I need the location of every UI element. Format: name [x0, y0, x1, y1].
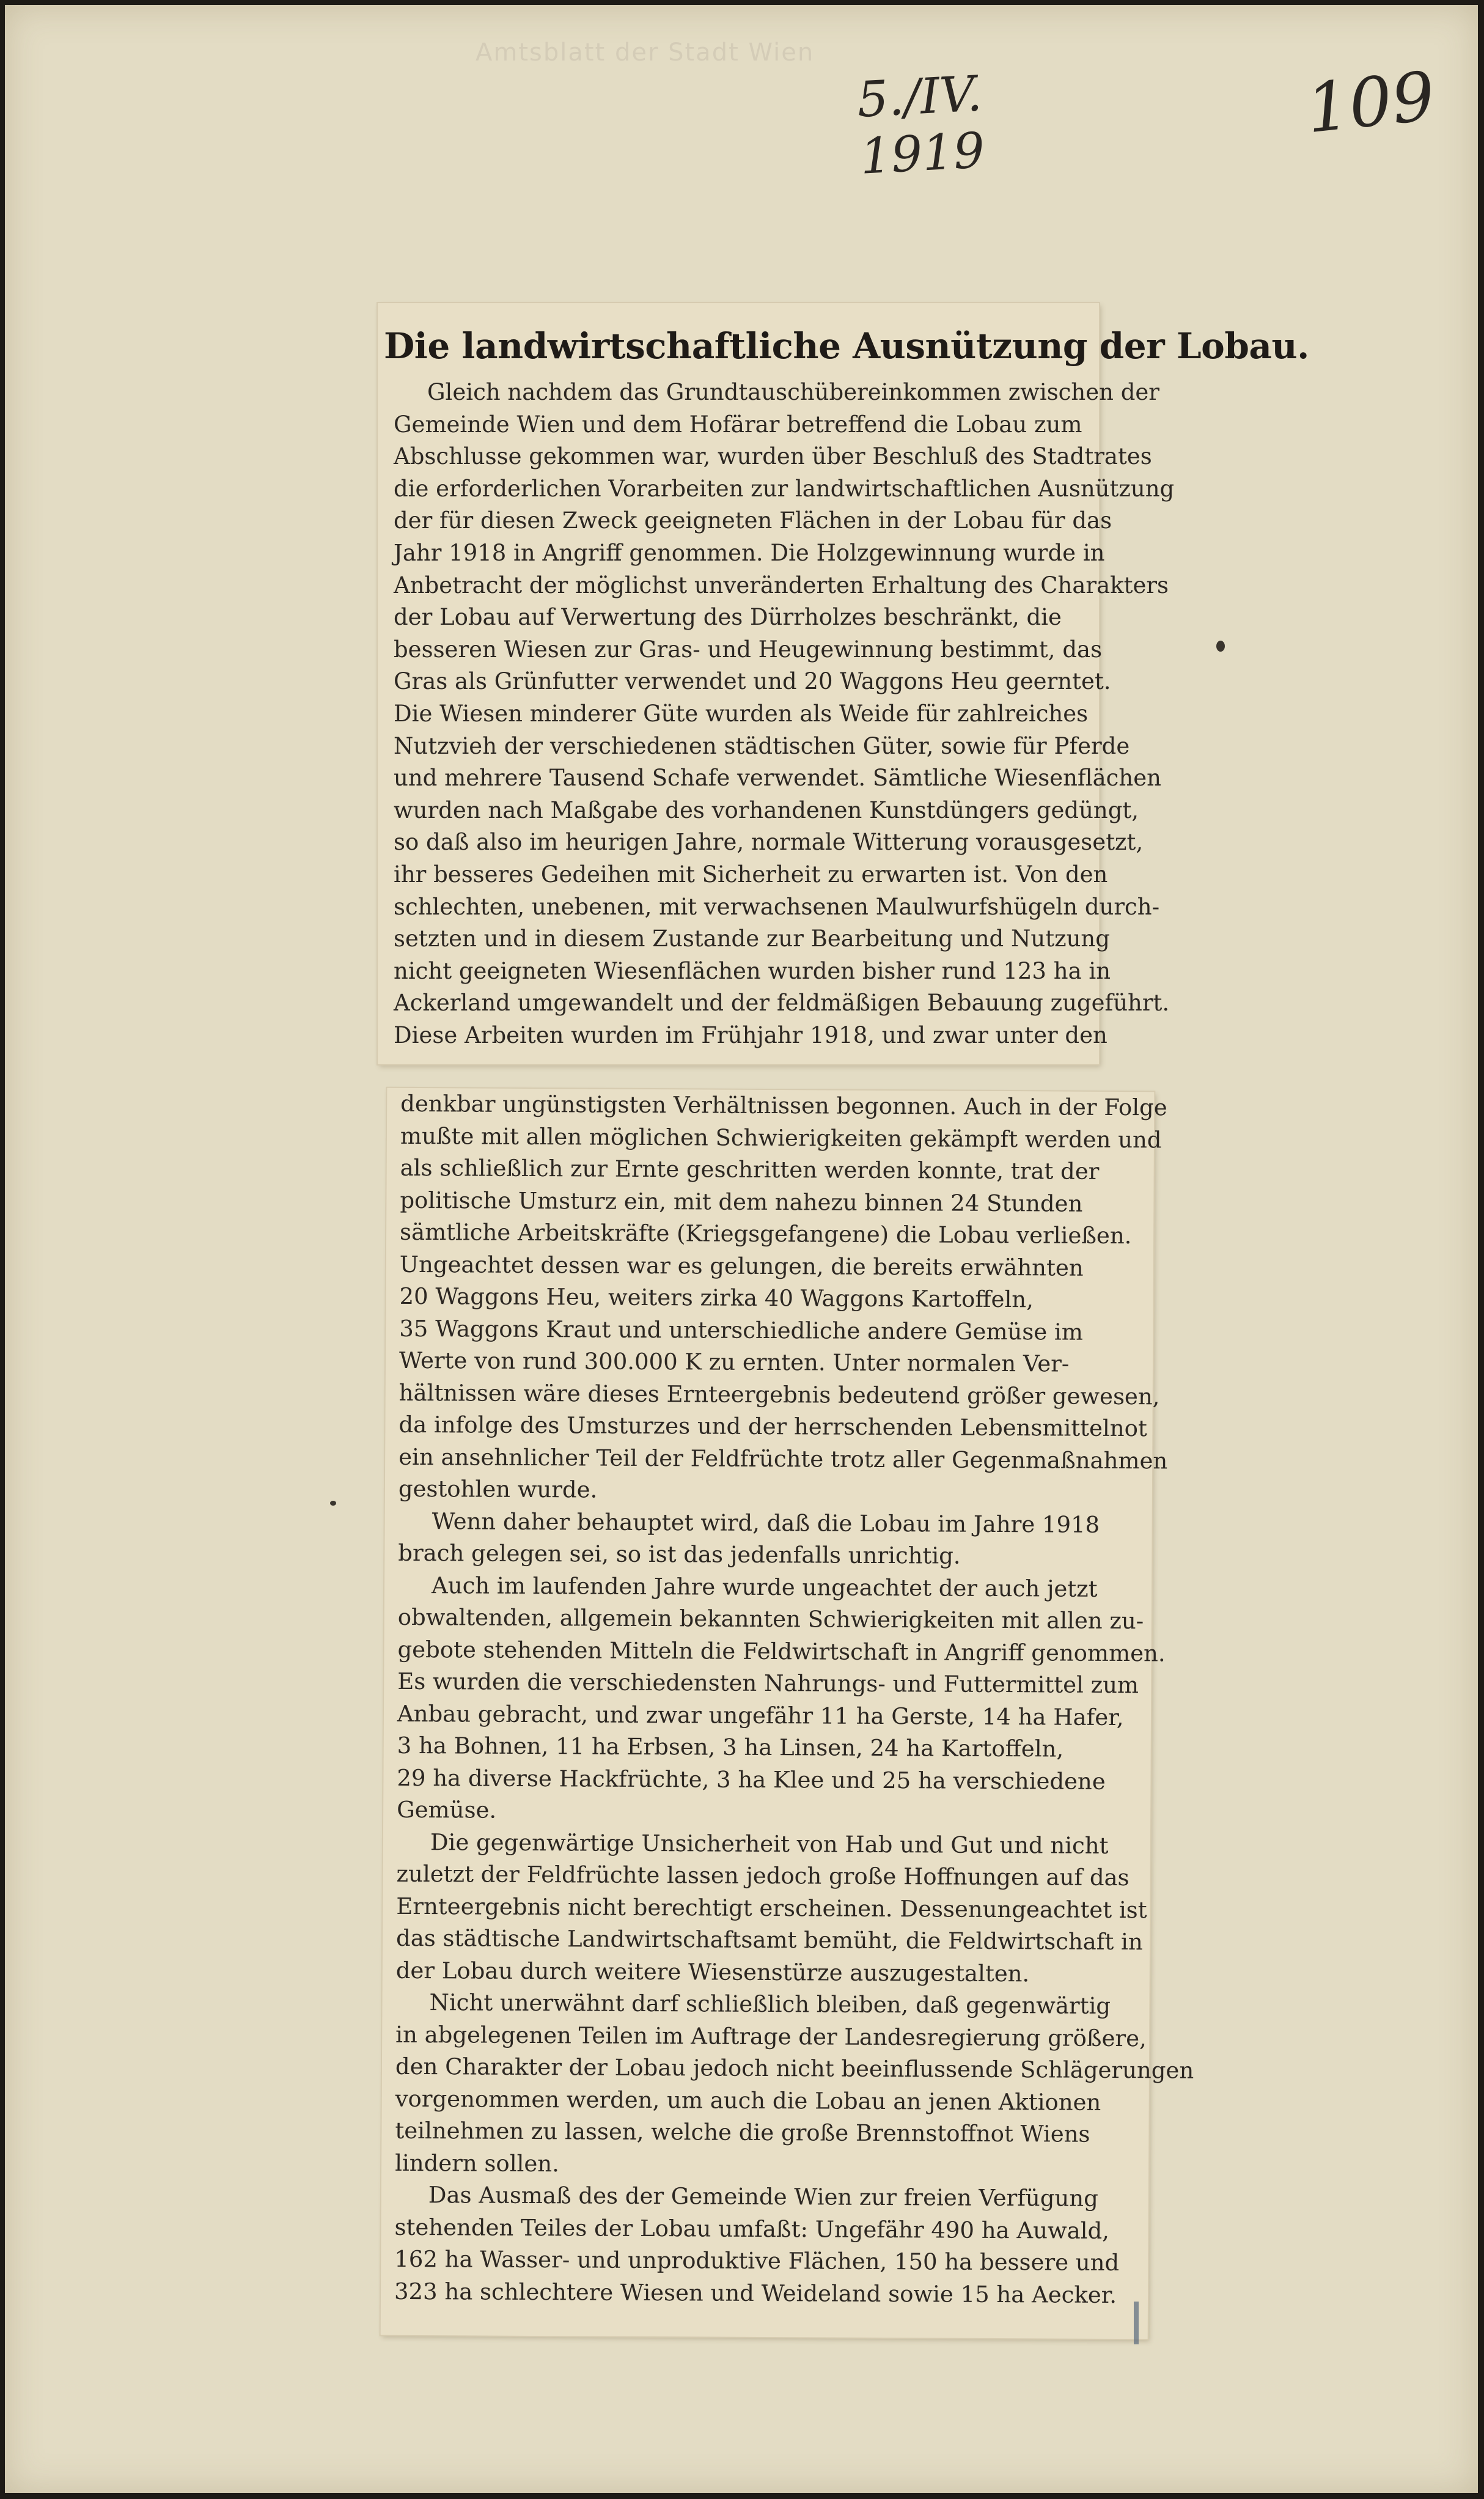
article-line: Anbetracht der möglichst unveränderten Erhaltung des Charakters [394, 572, 1169, 598]
article-line: Diese Arbeiten wurden im Frühjahr 1918, und zwar unter den [394, 1021, 1107, 1048]
article-line: teilnehmen zu lassen, welche die große Brennstoffnot Wiens [395, 2117, 1090, 2148]
article-line: Ackerland umgewandelt und der feldmäßigen Bebauung zugeführt. [394, 990, 1170, 1017]
article-line: Nicht unerwähnt darf schließlich bleiben, daß gegenwärtig [429, 1989, 1111, 2019]
newspaper-clipping-2 [381, 1088, 1194, 2339]
article-line: in abgelegenen Teilen im Auftrage der Landesregierung größere, [395, 2021, 1147, 2052]
article-line: ihr besseres Gedeihen mit Sicherheit zu erwarten ist. Von den [394, 861, 1108, 888]
article-line: so daß also im heurigen Jahre, normale Witterung vorausgesetzt, [394, 829, 1144, 856]
article-line: 29 ha diverse Hackfrüchte, 3 ha Klee und 25 ha verschiedene [397, 1764, 1106, 1795]
article-line: Gleich nachdem das Grundtauschübereinkommen zwischen der [427, 379, 1159, 405]
article-line: Ungeachtet dessen war es gelungen, die bereits erwähnten [399, 1251, 1084, 1281]
handwritten-page-number: 109 [1302, 56, 1439, 149]
article-line: brach gelegen sei, so ist das jedenfalls unrichtig. [398, 1539, 961, 1569]
article-line: Die gegenwärtige Unsicherheit von Hab und Gut und nicht [430, 1828, 1109, 1859]
article-line: den Charakter der Lobau jedoch nicht beeinflussende Schlägerungen [395, 2053, 1194, 2084]
article-line: 323 ha schlechtere Wiesen und Weideland sowie 15 ha Aecker. [394, 2278, 1117, 2308]
article-line: der für diesen Zweck geeigneten Flächen in der Lobau für das [394, 507, 1112, 534]
article-line: Das Ausmaß des der Gemeinde Wien zur freien Verfügung [428, 2182, 1098, 2212]
article-line: gestohlen wurde. [398, 1475, 598, 1503]
handwritten-date: 5./IV. 1919 [856, 65, 986, 185]
article-line: Die Wiesen minderer Güte wurden als Weide für zahlreiches [394, 700, 1089, 727]
article-line: schlechten, unebenen, mit verwachsenen Maulwurfshügeln durch- [394, 893, 1160, 920]
article-line: denkbar ungünstigsten Verhältnissen begonnen. Auch in der Folge [400, 1090, 1167, 1121]
article-line: 35 Waggons Kraut und unterschiedliche andere Gemüse im [399, 1315, 1083, 1345]
article-line: Auch im laufenden Jahre wurde ungeachtet der auch jetzt [431, 1572, 1098, 1602]
article-line: lindern sollen. [395, 2149, 560, 2177]
article-body-part2 [394, 1088, 1194, 2311]
article-line: sämtliche Arbeitskräfte (Kriegsgefangene) die Lobau verließen. [400, 1218, 1132, 1250]
article-line: setzten und in diesem Zustande zur Bearbeitung und Nutzung [394, 926, 1110, 952]
article-line: ein ansehnlicher Teil der Feldfrüchte trotz aller Gegenmaßnahmen [399, 1443, 1168, 1474]
article-line: der Lobau durch weitere Wiesenstürze auszugestalten. [395, 1957, 1030, 1987]
article-line: 3 ha Bohnen, 11 ha Erbsen, 3 ha Linsen, 24 ha Kartoffeln, [397, 1732, 1064, 1762]
article-line: nicht geeigneten Wiesenflächen wurden bisher rund 123 ha in [394, 957, 1111, 984]
article-line: besseren Wiesen zur Gras- und Heugewinnung bestimmt, das [394, 636, 1103, 663]
article-line: da infolge des Umsturzes und der herrschenden Lebensmittelnot [399, 1411, 1147, 1442]
article-line: Nutzvieh der verschiedenen städtischen Güter, sowie für Pferde [394, 732, 1130, 759]
article-line: obwaltenden, allgemein bekannten Schwierigkeiten mit allen zu- [397, 1603, 1144, 1635]
article-line: als schließlich zur Ernte geschritten werden konnte, trat der [400, 1154, 1100, 1185]
article-line: und mehrere Tausend Schafe verwendet. Sämtliche Wiesenflächen [394, 765, 1161, 792]
article-line: stehenden Teiles der Lobau umfaßt: Ungefähr 490 ha Auwald, [394, 2214, 1110, 2244]
article-line: Jahr 1918 in Angriff genommen. Die Holzgewinnung wurde in [394, 539, 1105, 566]
article-line: das städtische Landwirtschaftsamt bemüht, die Feldwirtschaft in [395, 1924, 1143, 1956]
article-line: Ernteergebnis nicht berechtigt erscheinen. Dessenungeachtet ist [396, 1893, 1147, 1923]
article-line: 162 ha Wasser- und unproduktive Flächen, 150 ha bessere und [394, 2245, 1120, 2276]
pin-hole [1216, 641, 1225, 652]
article-line: zuletzt der Feldfrüchte lassen jedoch große Hoffnungen auf das [396, 1860, 1130, 1891]
article-line: gebote stehenden Mitteln die Feldwirtschaft in Angriff genommen. [397, 1636, 1166, 1666]
article-line: Abschlusse gekommen war, wurden über Beschluß des Stadtrates [394, 443, 1152, 470]
article-line: wurden nach Maßgabe des vorhandenen Kunstdüngers gedüngt, [394, 797, 1139, 823]
article-line: 20 Waggons Heu, weiters zirka 40 Waggons Kartoffeln, [399, 1283, 1034, 1313]
archive-sheet [5, 5, 1478, 2493]
article-line: mußte mit allen möglichen Schwierigkeiten gekämpft werden und [400, 1122, 1162, 1153]
article-line: Gras als Grünfutter verwendet und 20 Waggons Heu geerntet. [394, 668, 1111, 695]
article-line: Anbau gebracht, und zwar ungefähr 11 ha Gerste, 14 ha Hafer, [397, 1700, 1124, 1731]
article-line: Es wurden die verschiedensten Nahrungs- und Futtermittel zum [397, 1668, 1139, 1699]
newspaper-clipping-1 [378, 303, 1309, 1064]
article-line: Wenn daher behauptet wird, daß die Lobau im Jahre 1918 [432, 1507, 1100, 1538]
article-line: die erforderlichen Vorarbeiten zur landwirtschaftlichen Ausnützung [394, 475, 1175, 502]
article-line: hältnissen wäre dieses Ernteergebnis bedeutend größer gewesen, [399, 1379, 1160, 1410]
article-line: politische Umsturz ein, mit dem nahezu binnen 24 Stunden [400, 1187, 1083, 1217]
faded-stamp: Amtsblatt der Stadt Wien [476, 39, 815, 67]
edge-mark [1134, 2302, 1139, 2344]
pin-mark [330, 1501, 336, 1506]
article-line: der Lobau auf Verwertung des Dürrholzes beschränkt, die [394, 604, 1062, 631]
article-line: vorgenommen werden, um auch die Lobau an jenen Aktionen [395, 2085, 1101, 2116]
article-body-part1 [394, 377, 1175, 1051]
article-line: Gemeinde Wien und dem Hofärar betreffend die Lobau zum [394, 411, 1082, 438]
article-title: Die landwirtschaftliche Ausnützung der Lobau. [384, 325, 1309, 367]
article-line: Werte von rund 300.000 K zu ernten. Unter normalen Ver- [399, 1347, 1070, 1377]
article-line: Gemüse. [397, 1796, 497, 1824]
